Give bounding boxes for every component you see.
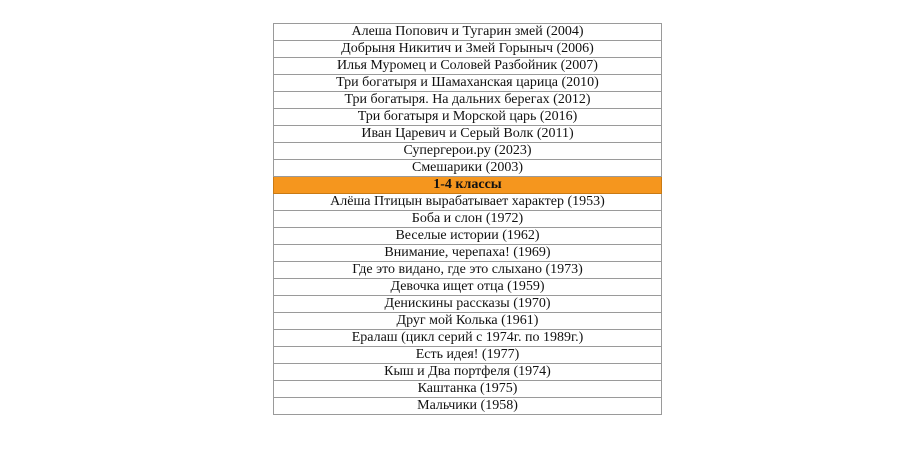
film-title-cell: Кыш и Два портфеля (1974)	[274, 364, 662, 381]
table-row	[274, 381, 662, 398]
film-title-cell: Иван Царевич и Серый Волк (2011)	[274, 126, 662, 143]
section-header-cell: 1-4 классы	[274, 177, 662, 194]
film-title-cell: Добрыня Никитич и Змей Горыныч (2006)	[274, 41, 662, 58]
film-title-cell: Алёша Птицын вырабатывает характер (1953)	[274, 194, 662, 211]
film-title-cell: Веселые истории (1962)	[274, 228, 662, 245]
table-row	[274, 296, 662, 313]
table-row	[274, 330, 662, 347]
film-title-cell: Боба и слон (1972)	[274, 211, 662, 228]
film-title-cell: Три богатыря и Шамаханская царица (2010)	[274, 75, 662, 92]
table-row	[274, 313, 662, 330]
table-row	[274, 228, 662, 245]
table-row	[274, 279, 662, 296]
table-row	[274, 160, 662, 177]
table-row	[274, 126, 662, 143]
table-row	[274, 262, 662, 279]
section-header-row	[274, 177, 662, 194]
film-title-cell: Внимание, черепаха! (1969)	[274, 245, 662, 262]
film-title-cell: Каштанка (1975)	[274, 381, 662, 398]
film-title-cell: Друг мой Колька (1961)	[274, 313, 662, 330]
table-row	[274, 364, 662, 381]
film-title-cell: Илья Муромец и Соловей Разбойник (2007)	[274, 58, 662, 75]
table-row	[274, 75, 662, 92]
table-row	[274, 194, 662, 211]
film-title-cell: Три богатыря. На дальних берегах (2012)	[274, 92, 662, 109]
film-title-cell: Мальчики (1958)	[274, 398, 662, 415]
table-row	[274, 92, 662, 109]
film-list-table	[273, 23, 662, 415]
film-title-cell: Девочка ищет отца (1959)	[274, 279, 662, 296]
table-row	[274, 211, 662, 228]
film-title-cell: Есть идея! (1977)	[274, 347, 662, 364]
film-title-cell: Супергерои.ру (2023)	[274, 143, 662, 160]
film-title-cell: Где это видано, где это слыхано (1973)	[274, 262, 662, 279]
film-title-cell: Три богатыря и Морской царь (2016)	[274, 109, 662, 126]
table-row	[274, 41, 662, 58]
table-row	[274, 347, 662, 364]
film-title-cell: Алеша Попович и Тугарин змей (2004)	[274, 24, 662, 41]
table-row	[274, 143, 662, 160]
table-row	[274, 58, 662, 75]
table-row	[274, 398, 662, 415]
table-row	[274, 245, 662, 262]
film-title-cell: Смешарики (2003)	[274, 160, 662, 177]
table-row	[274, 24, 662, 41]
table-row	[274, 109, 662, 126]
film-title-cell: Денискины рассказы (1970)	[274, 296, 662, 313]
film-title-cell: Ералаш (цикл серий с 1974г. по 1989г.)	[274, 330, 662, 347]
